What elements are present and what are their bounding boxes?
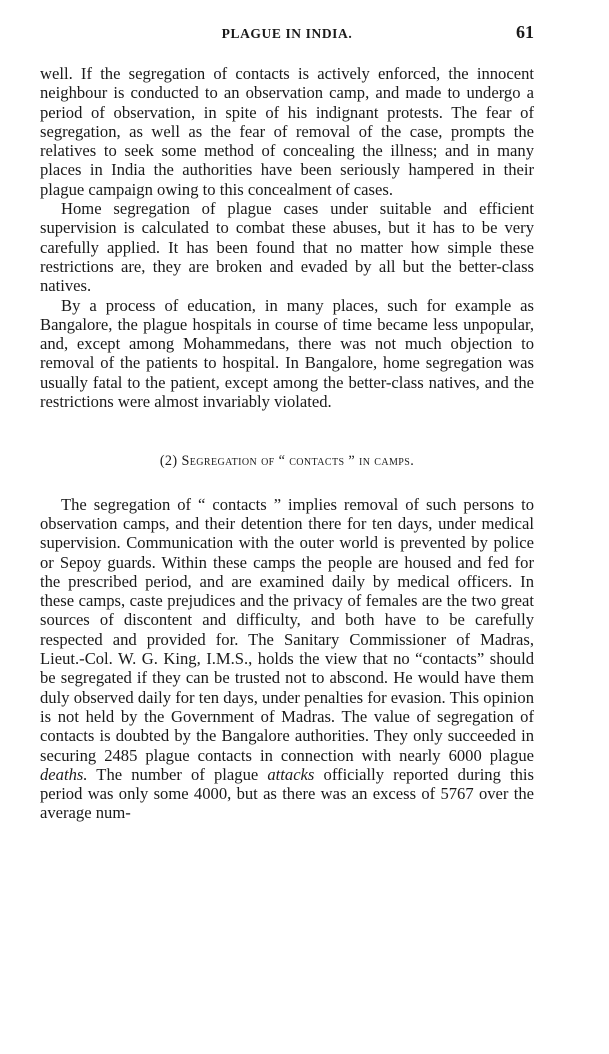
page-number: 61 (516, 22, 534, 42)
running-title: PLAGUE IN INDIA. (221, 26, 353, 41)
page-header (40, 22, 534, 50)
emphasis-deaths: deaths. (40, 764, 88, 784)
emphasis-attacks: attacks (267, 764, 315, 784)
paragraph-4-text-c: officially reported during this period was only some 4000, but as there was an excess of 5767 over the average num- (40, 764, 534, 823)
paragraph-4-text-a: The segregation of “ contacts ” implies removal of such persons to observation camps, and their detention there for ten days, under medical supervision. Communication with the outer world is prevented by police or Sepoy guards. Within these camps the people are housed and fed for the prescribed period, and are examined daily by medical officers. In these camps, caste prejudices and the privacy of females are the two great sources of discontent and difficulty, and both have to be carefully respected and provided for. The Sanitary Commissioner of Madras, Lieut.-Col. W. G. King, I.M.S., holds the view that no “contacts” should be segregated if they can be trusted not to abscond. He would have them duly observed daily for ten days, under penalties for evasion. This opinion is not held by the Government of Madras. The value of segregation of contacts is doubted by the Bangalore authorities. They only succeeded in securing 2485 plague contacts in connection with nearly 6000 plague (40, 494, 534, 765)
section-heading: (2) Segregation of “ contacts ” in camps. (159, 453, 415, 470)
paragraph-4-text-b: The number of plague (87, 764, 268, 784)
paragraph-2: Home segregation of plague cases under suitable and efficient supervision is calculated to combat these abuses, but it has to be very carefully applied. It has been found that no matter how simple these restrictions are, they are broken and evaded by all but the better-class natives. (40, 199, 534, 296)
paragraph-1: well. If the segregation of contacts is actively enforced, the innocent neighbour is conducted to an observation camp, and made to undergo a period of observation, in spite of his indignant protests. The fear of segregation, as well as the fear of removal of the case, prompts the relatives to seek some method of concealing the illness; and in many places in India the authorities have been seriously hampered in their plague campaign owing to this concealment of cases. (40, 64, 534, 199)
paragraph-4 (40, 495, 534, 823)
body-text (40, 64, 534, 823)
paragraph-3: By a process of education, in many places, such for example as Bangalore, the plague hospitals in course of time became less unpopular, and, except among Mohammedans, there was not much objection to removal of the patients to hospital. In Bangalore, home segregation was usually fatal to the patient, except among the better-class natives, and the restrictions were almost invariably violated. (40, 295, 534, 412)
